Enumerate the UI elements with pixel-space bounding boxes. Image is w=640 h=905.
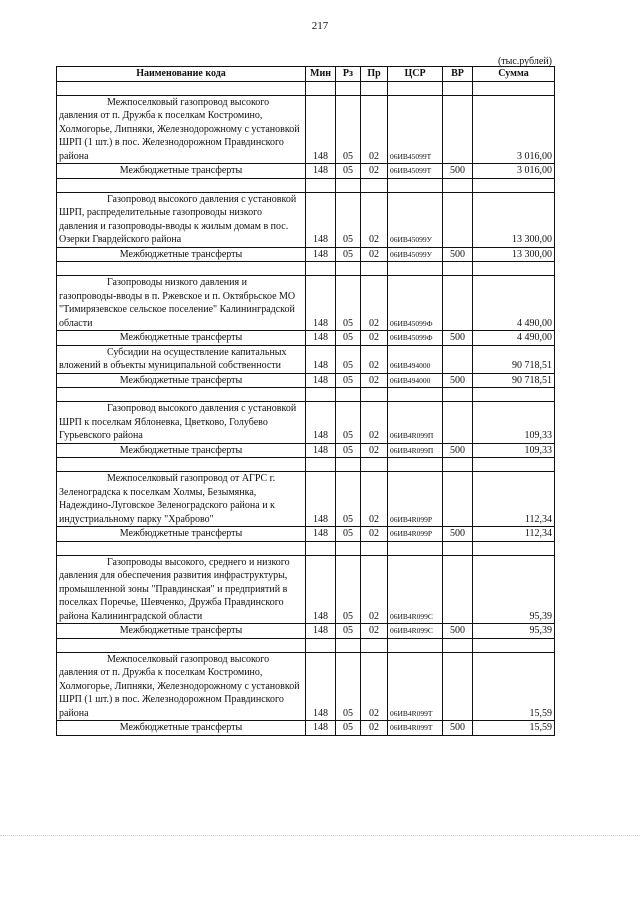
row-pr: 02 (361, 652, 388, 721)
table-row (57, 373, 555, 388)
row-min: 148 (306, 555, 336, 624)
table-row (57, 721, 555, 736)
row-vr: 500 (443, 443, 473, 458)
row-vr (443, 402, 473, 444)
table-row (57, 95, 555, 164)
header-name: Наименование кода (57, 67, 306, 82)
row-vr (443, 345, 473, 373)
row-pr: 02 (361, 276, 388, 331)
header-sum: Сумма (473, 67, 555, 82)
row-rz: 05 (336, 652, 361, 721)
row-rz: 05 (336, 373, 361, 388)
table-row (57, 192, 555, 247)
header-rz: Рз (336, 67, 361, 82)
row-rz: 05 (336, 345, 361, 373)
row-name: Межпоселковый газопровод высокого давления от п. Дружба к поселкам Костромино, Холмогорье, Липняки, Железнодорожному с установкой ШРП (1 шт.) в пос. Железнодорожном Правдинского района (57, 95, 306, 164)
row-rz: 05 (336, 402, 361, 444)
row-vr: 500 (443, 721, 473, 736)
row-csr: 06ИВ45099Ф (388, 276, 443, 331)
header-vr: ВР (443, 67, 473, 82)
row-csr: 06ИВ45099Т (388, 164, 443, 179)
table-row (57, 652, 555, 721)
row-rz: 05 (336, 443, 361, 458)
row-name: Межпоселковый газопровод от АГРС г. Зеленоградска к поселкам Холмы, Безымянка, Надеждино-Луговское Зеленоградского района и к индустриальному парку "Храброво" (57, 472, 306, 527)
row-vr (443, 652, 473, 721)
row-name: Межбюджетные трансферты (57, 164, 306, 179)
row-min: 148 (306, 192, 336, 247)
row-sum: 13 300,00 (473, 247, 555, 262)
row-sum: 4 490,00 (473, 331, 555, 346)
row-pr: 02 (361, 443, 388, 458)
row-name: Межбюджетные трансферты (57, 527, 306, 542)
row-vr: 500 (443, 624, 473, 639)
row-sum: 90 718,51 (473, 373, 555, 388)
row-min: 148 (306, 164, 336, 179)
row-vr: 500 (443, 331, 473, 346)
row-rz: 05 (336, 331, 361, 346)
row-vr: 500 (443, 247, 473, 262)
row-vr: 500 (443, 164, 473, 179)
row-min: 148 (306, 472, 336, 527)
row-name: Газопроводы низкого давления и газопроводы-вводы в п. Ржевское и п. Октябрьское МО "Тимирязевское сельское поселение" Калининградской области (57, 276, 306, 331)
row-rz: 05 (336, 527, 361, 542)
row-csr: 06ИВ4R099С (388, 555, 443, 624)
spacer-row (57, 638, 555, 652)
row-pr: 02 (361, 345, 388, 373)
row-vr (443, 472, 473, 527)
row-pr: 02 (361, 527, 388, 542)
budget-table (56, 66, 555, 736)
row-csr: 06ИВ494000 (388, 373, 443, 388)
row-csr: 06ИВ4R099Р (388, 472, 443, 527)
row-sum: 3 016,00 (473, 95, 555, 164)
row-min: 148 (306, 721, 336, 736)
table-row (57, 164, 555, 179)
row-sum: 95,39 (473, 624, 555, 639)
spacer-row (57, 81, 555, 95)
row-csr: 06ИВ4R099П (388, 443, 443, 458)
row-min: 148 (306, 345, 336, 373)
row-name: Субсидии на осуществление капитальных вложений в объекты муниципальной собственности (57, 345, 306, 373)
spacer-row (57, 458, 555, 472)
row-pr: 02 (361, 164, 388, 179)
row-pr: 02 (361, 472, 388, 527)
row-pr: 02 (361, 624, 388, 639)
row-csr: 06ИВ4R099С (388, 624, 443, 639)
table-row (57, 331, 555, 346)
table-header-row (57, 67, 555, 82)
table-row (57, 527, 555, 542)
row-rz: 05 (336, 624, 361, 639)
row-name: Межбюджетные трансферты (57, 624, 306, 639)
row-csr: 06ИВ45099Ф (388, 331, 443, 346)
row-min: 148 (306, 443, 336, 458)
page-number: 217 (311, 20, 329, 32)
row-min: 148 (306, 95, 336, 164)
row-name: Газопроводы высокого, среднего и низкого давления для обеспечения развития инфраструктуры, промышленной зоны "Правдинская" и предприятий в поселках Поречье, Шевченко, Дружба Правдинского района Калининградской области (57, 555, 306, 624)
spacer-row (57, 541, 555, 555)
row-name: Межпоселковый газопровод высокого давления от п. Дружба к поселкам Костромино, Холмогорье, Липняки, Железнодорожному с установкой ШРП (1 шт.) в пос. Железнодорожном Правдинского района (57, 652, 306, 721)
scan-artifact-line (0, 835, 640, 837)
row-rz: 05 (336, 247, 361, 262)
row-rz: 05 (336, 95, 361, 164)
row-csr: 06ИВ4R099Т (388, 652, 443, 721)
header-min: Мин (306, 67, 336, 82)
row-name: Газопровод высокого давления с установкой ШРП, распределительные газопроводы низкого давления и газопроводы-вводы к жилым домам в пос. Озерки Гвардейского района (57, 192, 306, 247)
row-min: 148 (306, 402, 336, 444)
row-pr: 02 (361, 555, 388, 624)
row-csr: 06ИВ4R099П (388, 402, 443, 444)
row-csr: 06ИВ45099У (388, 192, 443, 247)
row-rz: 05 (336, 555, 361, 624)
row-rz: 05 (336, 276, 361, 331)
row-csr: 06ИВ4R099Т (388, 721, 443, 736)
row-name: Газопровод высокого давления с установкой ШРП к поселкам Яблоневка, Цветково, Голубево Гурьевского района (57, 402, 306, 444)
row-pr: 02 (361, 402, 388, 444)
row-min: 148 (306, 276, 336, 331)
row-min: 148 (306, 624, 336, 639)
row-rz: 05 (336, 164, 361, 179)
row-pr: 02 (361, 373, 388, 388)
row-vr: 500 (443, 527, 473, 542)
table-row (57, 555, 555, 624)
spacer-row (57, 388, 555, 402)
row-pr: 02 (361, 331, 388, 346)
row-min: 148 (306, 331, 336, 346)
row-min: 148 (306, 373, 336, 388)
row-sum: 15,59 (473, 721, 555, 736)
row-pr: 02 (361, 192, 388, 247)
row-sum: 3 016,00 (473, 164, 555, 179)
row-rz: 05 (336, 472, 361, 527)
row-vr (443, 95, 473, 164)
row-min: 148 (306, 247, 336, 262)
row-sum: 109,33 (473, 443, 555, 458)
row-sum: 13 300,00 (473, 192, 555, 247)
header-pr: Пр (361, 67, 388, 82)
row-csr: 06ИВ45099У (388, 247, 443, 262)
table-row (57, 402, 555, 444)
row-sum: 112,34 (473, 472, 555, 527)
units-label: (тыс.рублей) (497, 56, 552, 67)
table-row (57, 247, 555, 262)
row-sum: 112,34 (473, 527, 555, 542)
spacer-row (57, 178, 555, 192)
header-csr: ЦСР (388, 67, 443, 82)
table-row (57, 276, 555, 331)
row-csr: 06ИВ4R099Р (388, 527, 443, 542)
row-min: 148 (306, 527, 336, 542)
row-csr: 06ИВ45099Т (388, 95, 443, 164)
row-name: Межбюджетные трансферты (57, 331, 306, 346)
row-rz: 05 (336, 721, 361, 736)
row-sum: 109,33 (473, 402, 555, 444)
row-vr (443, 555, 473, 624)
table-row (57, 472, 555, 527)
row-pr: 02 (361, 95, 388, 164)
row-pr: 02 (361, 247, 388, 262)
row-sum: 95,39 (473, 555, 555, 624)
table-row (57, 443, 555, 458)
row-vr (443, 276, 473, 331)
row-name: Межбюджетные трансферты (57, 721, 306, 736)
row-csr: 06ИВ494000 (388, 345, 443, 373)
row-sum: 90 718,51 (473, 345, 555, 373)
spacer-row (57, 262, 555, 276)
row-vr (443, 192, 473, 247)
row-name: Межбюджетные трансферты (57, 373, 306, 388)
row-pr: 02 (361, 721, 388, 736)
row-name: Межбюджетные трансферты (57, 247, 306, 262)
row-vr: 500 (443, 373, 473, 388)
table-row (57, 345, 555, 373)
table-row (57, 624, 555, 639)
row-min: 148 (306, 652, 336, 721)
row-sum: 4 490,00 (473, 276, 555, 331)
row-sum: 15,59 (473, 652, 555, 721)
row-rz: 05 (336, 192, 361, 247)
row-name: Межбюджетные трансферты (57, 443, 306, 458)
